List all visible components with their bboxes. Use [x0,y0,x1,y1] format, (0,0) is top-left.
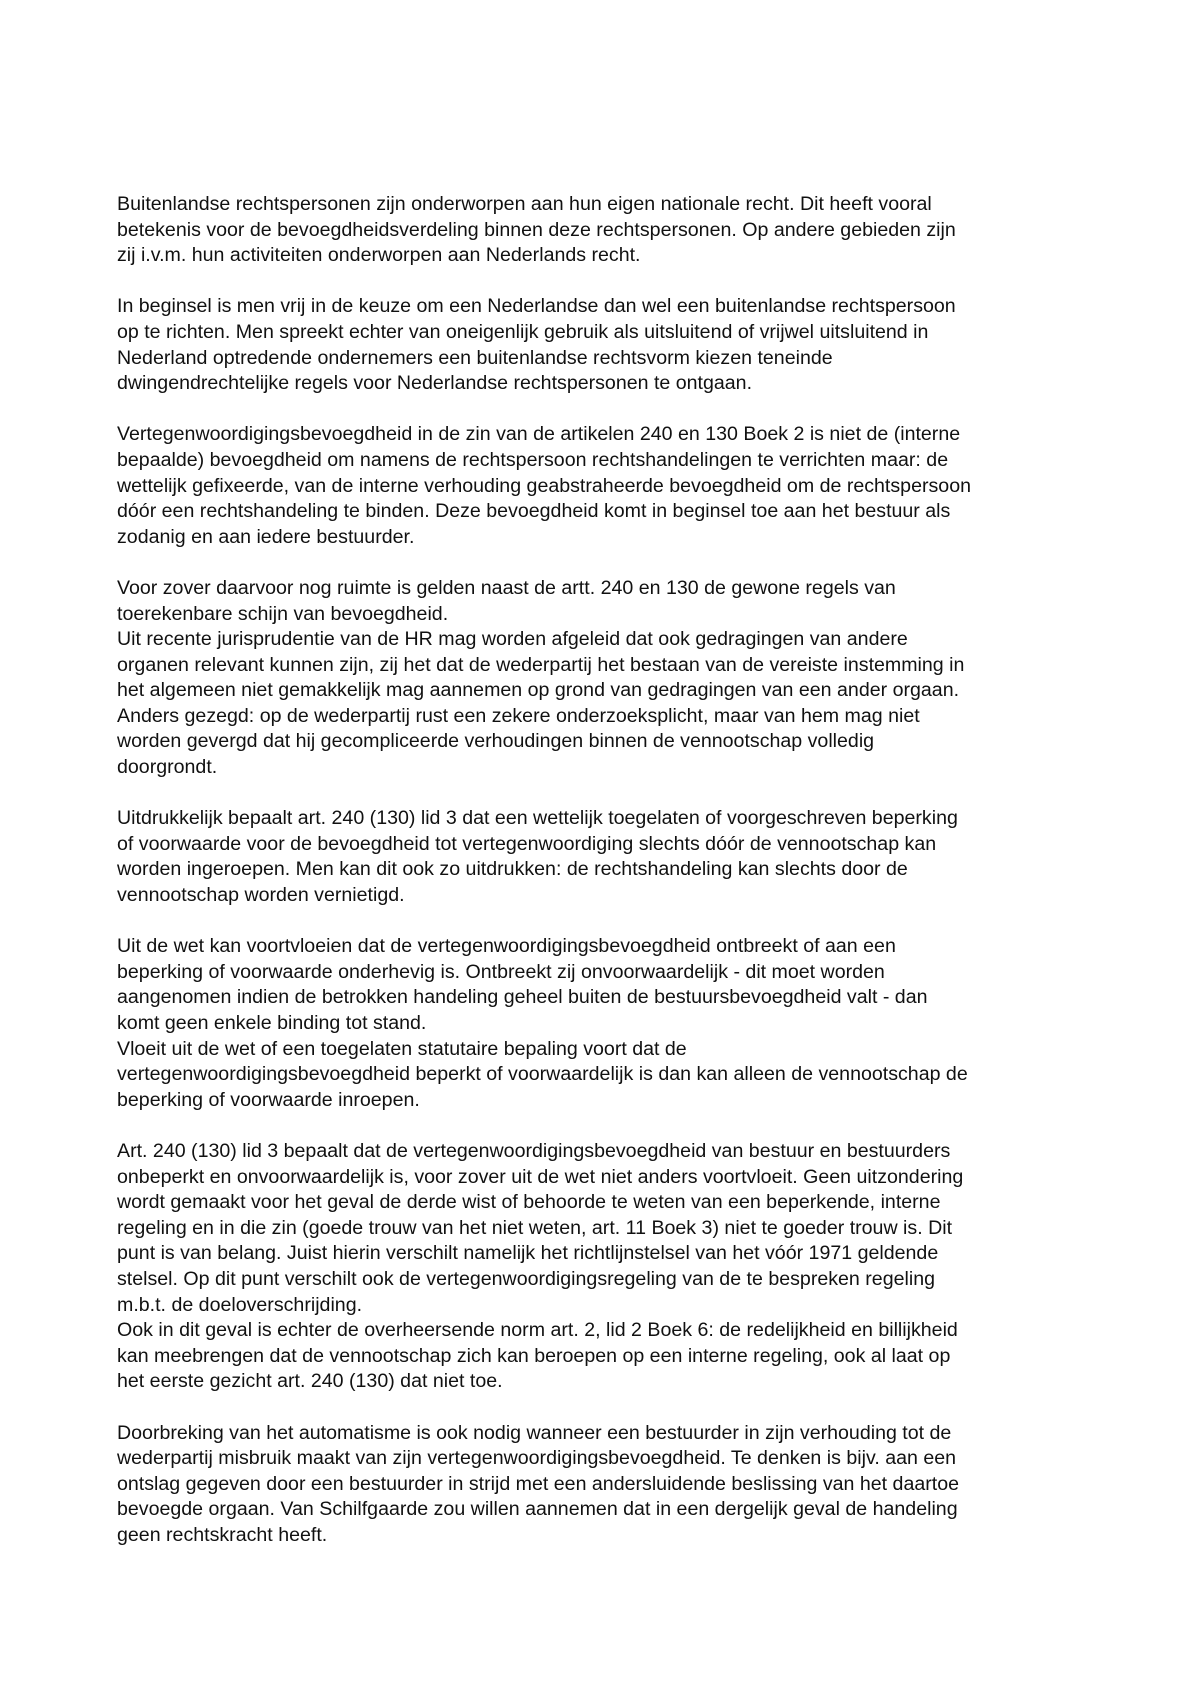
text-line: of voorwaarde voor de bevoegdheid tot vertegenwoordiging slechts dóór de vennootschap kan [117,832,937,855]
text-line: Uit de wet kan voortvloeien dat de vertegenwoordigingsbevoegdheid ontbreekt of aan een [117,935,896,958]
text-line: Ook in dit geval is echter de overheersende norm art. 2, lid 2 Boek 6: de redelijkheid en billijkheid [117,1319,958,1342]
text-line: het algemeen niet gemakkelijk mag aannemen op grond van gedragingen van een ander orgaan. [117,679,960,702]
text-line: komt geen enkele binding tot stand. [117,1012,427,1034]
paragraph-spacer [117,269,1107,295]
text-line: bepaalde) bevoegdheid om namens de rechtspersoon rechtshandelingen te verrichten maar: de [117,448,949,471]
text-line: beperking of voorwaarde onderhevig is. Ontbreekt zij onvoorwaardelijk - dit moet worden [117,960,885,983]
paragraph-spacer [117,1113,1107,1139]
text-line: worden ingeroepen. Men kan dit ook zo uitdrukken: de rechtshandeling kan slechts door de [117,858,908,881]
text-line: onbeperkt en onvoorwaardelijk is, voor zover uit de wet niet anders voortvloeit. Geen uitzondering [117,1165,964,1188]
text-line: bevoegde orgaan. Van Schilfgaarde zou willen aannemen dat in een dergelijk geval de handeling [117,1498,958,1521]
text-line: vertegenwoordigingsbevoegdheid beperkt of voorwaardelijk is dan kan alleen de vennootschap de [117,1063,968,1086]
text-line: Uit recente jurisprudentie van de HR mag worden afgeleid dat ook gedragingen van andere [117,628,908,651]
paragraph [117,1139,1107,1395]
text-line: het eerste gezicht art. 240 (130) dat niet toe. [117,1370,503,1393]
text-line: dwingendrechtelijke regels voor Nederlandse rechtspersonen te ontgaan. [117,372,753,395]
paragraph-spacer [117,397,1107,423]
text-line: Nederland optredende ondernemers een buitenlandse rechtsvorm kiezen teneinde [117,346,833,369]
text-line: Buitenlandse rechtspersonen zijn onderworpen aan hun eigen nationale recht. Dit heeft vooral [117,193,932,215]
text-line: doorgrondt. [117,756,218,779]
text-line: geen rechtskracht heeft. [117,1523,328,1546]
text-line: organen relevant kunnen zijn, zij het dat de wederpartij het bestaan van de vereiste instemming in [117,653,965,676]
text-line: Anders gezegd: op de wederpartij rust een zekere onderzoeksplicht, maar van hem mag niet [117,704,920,727]
text-line: op te richten. Men spreekt echter van oneigenlijk gebruik als uitsluitend of vrijwel uitsluitend in [117,320,929,343]
text-line: wederpartij misbruik maakt van zijn vertegenwoordigingsbevoegdheid. Te denken is bijv. aan een [117,1447,957,1470]
text-line: dóór een rechtshandeling te binden. Deze bevoegdheid komt in beginsel toe aan het bestuur als [117,500,951,523]
text-line: regeling en in die zin (goede trouw van het niet weten, art. 11 Boek 3) niet te goeder trouw is. Dit [117,1216,953,1239]
paragraph [117,192,1107,269]
text-line: betekenis voor de bevoegdheidsverdeling binnen deze rechtspersonen. Op andere gebieden zijn [117,218,956,241]
text-line: Vertegenwoordigingsbevoegdheid in de zin van de artikelen 240 en 130 Boek 2 is niet de (interne [117,423,961,446]
text-line: Vloeit uit de wet of een toegelaten statutaire bepaling voort dat de [117,1037,687,1060]
text-line: Art. 240 (130) lid 3 bepaalt dat de vertegenwoordigingsbevoegdheid van bestuur en bestuurders [117,1139,951,1162]
paragraph-spacer [117,550,1107,576]
text-line: In beginsel is men vrij in de keuze om een Nederlandse dan wel een buitenlandse rechtspersoon [117,295,956,318]
text-line: punt is van belang. Juist hierin verschilt namelijk het richtlijnstelsel van het vóór 1971 geldende [117,1242,939,1265]
text-line: m.b.t. de doeloverschrijding. [117,1293,363,1316]
paragraph [117,576,1107,781]
text-line: wordt gemaakt voor het geval de derde wist of behoorde te weten van een beperkende, interne [117,1191,941,1214]
paragraph-spacer [117,1395,1107,1421]
text-line: kan meebrengen dat de vennootschap zich kan beroepen op een interne regeling, ook al laat op [117,1344,951,1367]
paragraph [117,806,1107,908]
text-line: Doorbreking van het automatisme is ook nodig wanneer een bestuurder in zijn verhouding tot de [117,1421,952,1444]
paragraph-spacer [117,909,1107,935]
text-line: toerekenbare schijn van bevoegdheid. [117,602,449,625]
text-line: worden gevergd dat hij gecompliceerde verhoudingen binnen de vennootschap volledig [117,730,875,753]
document-body [117,192,1107,1548]
text-line: Voor zover daarvoor nog ruimte is gelden naast de artt. 240 en 130 de gewone regels van [117,576,896,599]
paragraph-spacer [117,781,1107,807]
text-line: zodanig en aan iedere bestuurder. [117,525,415,548]
paragraph [117,934,1107,1113]
text-line: wettelijk gefixeerde, van de interne verhouding geabstraheerde bevoegdheid om de rechtspersoon [117,474,971,497]
text-line: stelsel. Op dit punt verschilt ook de vertegenwoordigingsregeling van de te bespreken regeling [117,1267,935,1290]
text-line: Uitdrukkelijk bepaalt art. 240 (130) lid 3 dat een wettelijk toegelaten of voorgeschreven beperking [117,807,958,830]
text-line: beperking of voorwaarde inroepen. [117,1088,420,1111]
paragraph [117,294,1107,396]
text-line: zij i.v.m. hun activiteiten onderworpen aan Nederlands recht. [117,244,641,267]
paragraph [117,422,1107,550]
text-line: aangenomen indien de betrokken handeling geheel buiten de bestuursbevoegdheid valt - dan [117,986,928,1009]
text-line: vennootschap worden vernietigd. [117,884,405,907]
paragraph [117,1421,1107,1549]
text-line: ontslag gegeven door een bestuurder in strijd met een andersluidende beslissing van het daartoe [117,1472,960,1495]
